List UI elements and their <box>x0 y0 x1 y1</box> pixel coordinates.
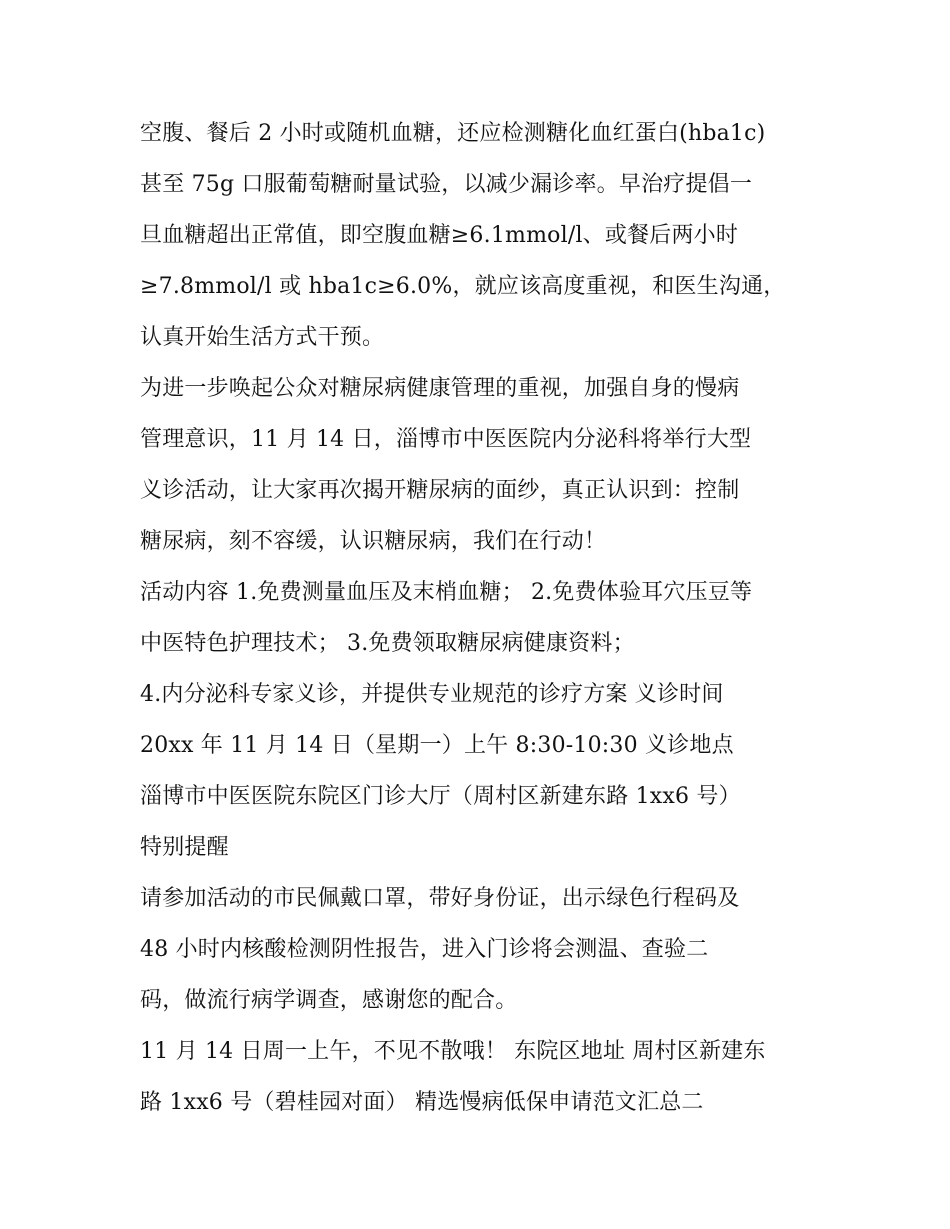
text-line-4: ≥7.8mmol/l 或 hba1c≥6.0%，就应该高度重视，和医生沟通， <box>140 274 786 299</box>
text-line-17: 48 小时内核酸检测阴性报告，进入门诊将会测温、查验二 <box>140 937 709 962</box>
text-line-5: 认真开始生活方式干预。 <box>140 325 385 350</box>
text-line-16: 请参加活动的市民佩戴口罩，带好身份证，出示绿色行程码及 <box>140 886 740 911</box>
text-line-15: 特别提醒 <box>140 835 229 860</box>
text-line-13: 20xx 年 11 月 14 日（星期一）上午 8:30-10:30 义诊地点 <box>140 733 734 758</box>
text-line-10: 活动内容 1.免费测量血压及末梢血糖； 2.免费体验耳穴压豆等 <box>140 580 753 605</box>
text-line-11: 中医特色护理技术； 3.免费领取糖尿病健康资料； <box>140 631 635 656</box>
text-line-12: 4.内分泌科专家义诊，并提供专业规范的诊疗方案 义诊时间 <box>140 682 724 707</box>
text-line-3: 旦血糖超出正常值，即空腹血糖≥6.1mmol/l、或餐后两小时 <box>140 223 739 248</box>
text-line-18: 码，做流行病学调查，感谢您的配合。 <box>140 988 518 1013</box>
text-line-1: 空腹、餐后 2 小时或随机血糖，还应检测糖化血红蛋白(hba1c) <box>140 121 766 146</box>
document-body <box>140 108 830 1128</box>
text-line-14: 淄博市中医医院东院区门诊大厅（周村区新建东路 1xx6 号） <box>140 784 741 809</box>
text-line-2: 甚至 75g 口服葡萄糖耐量试验，以减少漏诊率。早治疗提倡一 <box>140 172 753 197</box>
text-line-7: 管理意识，11 月 14 日，淄博市中医医院内分泌科将举行大型 <box>140 427 752 452</box>
text-line-9: 糖尿病，刻不容缓，认识糖尿病，我们在行动！ <box>140 529 607 554</box>
text-line-6: 为进一步唤起公众对糖尿病健康管理的重视，加强自身的慢病 <box>140 376 740 401</box>
text-line-19: 11 月 14 日周一上午，不见不散哦！ 东院区地址 周村区新建东 <box>140 1039 766 1064</box>
text-line-8: 义诊活动，让大家再次揭开糖尿病的面纱，真正认识到：控制 <box>140 478 740 503</box>
text-line-20: 路 1xx6 号（碧桂园对面） 精选慢病低保申请范文汇总二 <box>140 1090 704 1115</box>
